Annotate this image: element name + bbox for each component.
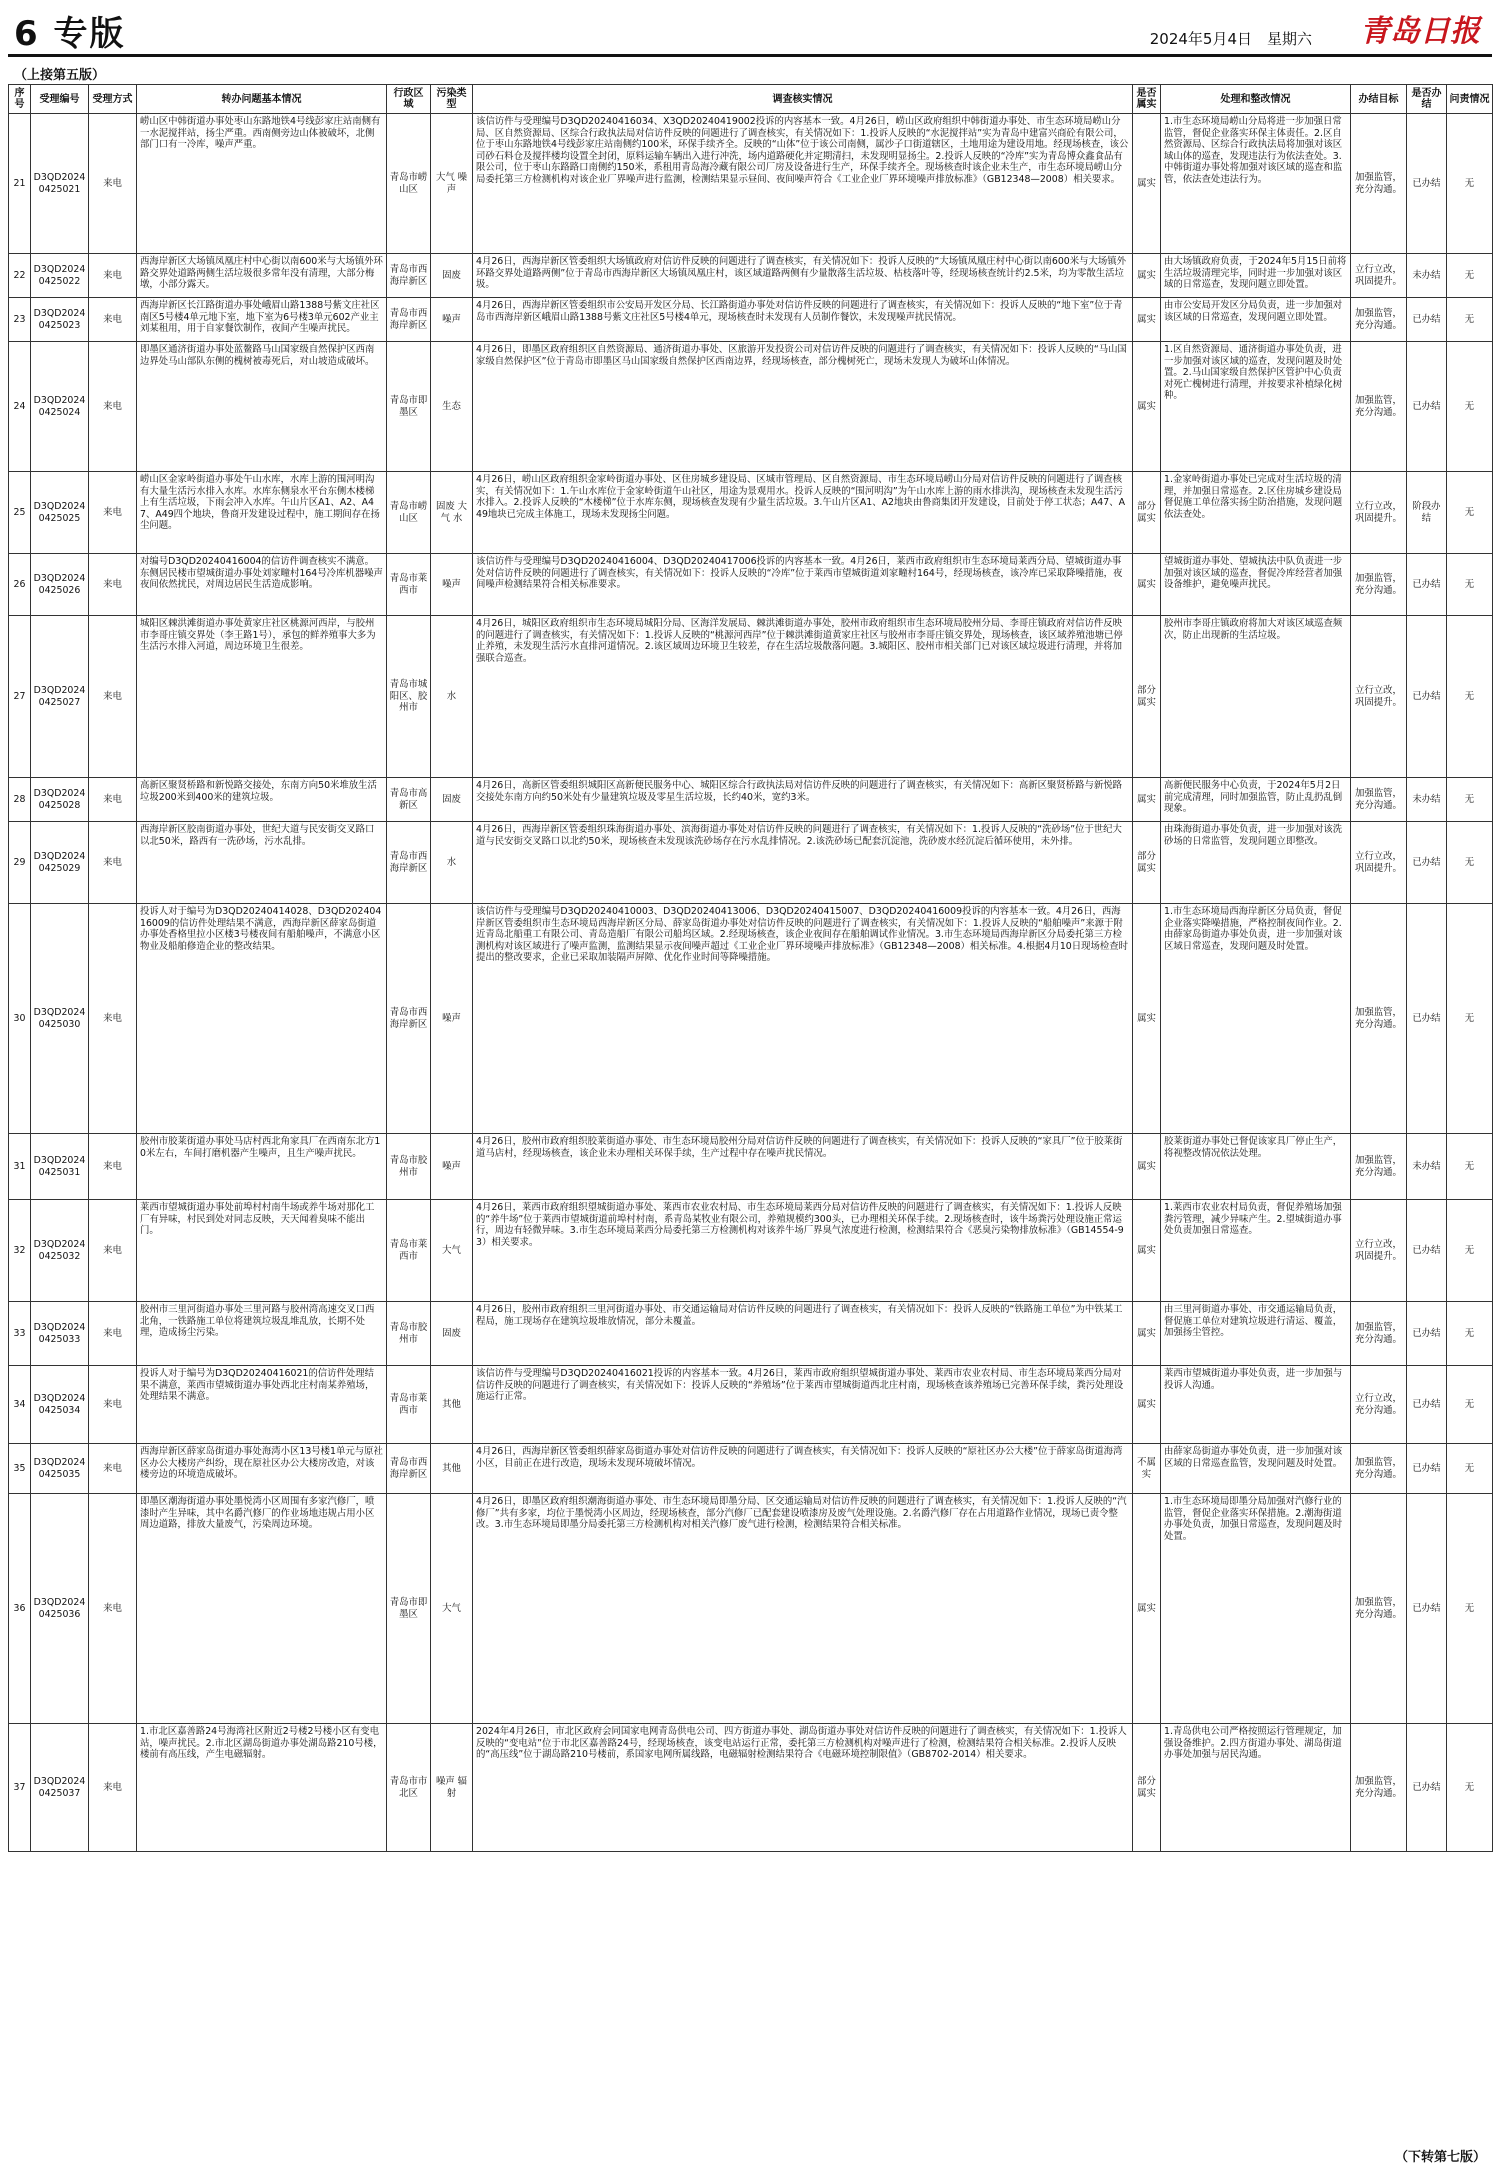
- cell-done: 已办结: [1407, 616, 1447, 778]
- cell-goal: 加强监管，充分沟通。: [1351, 778, 1407, 822]
- cell-done: 已办结: [1407, 1494, 1447, 1724]
- cell-method: 来电: [89, 254, 137, 298]
- cell-done: 已办结: [1407, 1724, 1447, 1852]
- cell-region: 青岛市莱西市: [387, 554, 431, 616]
- cell-true_flag: 部分属实: [1133, 472, 1161, 554]
- complaints-table: [8, 84, 1493, 1852]
- cell-investigation: 4月26日，莱西市政府组织望城街道办事处、莱西市农业农村局、市生态环境局莱西分局对信访件反映的问题进行了调查核实，有关情况如下：1.投诉人反映的“养牛场”位于莱西市望城街道前埠村村南，系青岛某牧业有限公司，养殖规模约300头，已办理相关环保手续。2.现场核查时，该牛场粪污处理设施正常运行，周边有轻微异味。3.市生态环境局莱西分局委托第三方检测机构对该养牛场厂界臭气浓度进行检测，检测结果符合《恶臭污染物排放标准》（GB14554-93）相关要求。: [473, 1200, 1133, 1302]
- cell-no: 22: [9, 254, 31, 298]
- cell-method: 来电: [89, 1366, 137, 1444]
- column-header: 问责情况: [1447, 85, 1493, 114]
- cell-done: 已办结: [1407, 114, 1447, 254]
- cell-true_flag: 属实: [1133, 1366, 1161, 1444]
- cell-goal: 加强监管，充分沟通。: [1351, 1494, 1407, 1724]
- cell-code: D3QD2024 0425035: [31, 1444, 89, 1494]
- cell-true_flag: 属实: [1133, 1494, 1161, 1724]
- cell-region: 青岛市高新区: [387, 778, 431, 822]
- table-header-row: [9, 85, 1493, 114]
- cell-type: 大气 噪声: [431, 114, 473, 254]
- cell-issue: 西海岸新区薛家岛街道办事处海湾小区13号楼1单元与原社区办公大楼房产纠纷，现在原社区办公大楼房改造，对该楼旁边的环境造成破坏。: [137, 1444, 387, 1494]
- cell-goal: 立行立改，巩固提升。: [1351, 472, 1407, 554]
- cell-type: 噪声 辐射: [431, 1724, 473, 1852]
- cell-issue: 投诉人对于编号为D3QD20240416021的信访件处理结果不满意，莱西市望城街道办事处西北庄村南某养殖场，处理结果不满意。: [137, 1366, 387, 1444]
- cell-code: D3QD2024 0425023: [31, 298, 89, 342]
- cell-type: 噪声: [431, 904, 473, 1134]
- cell-true_flag: 属实: [1133, 778, 1161, 822]
- cell-handling: 由市公安局开发区分局负责，进一步加强对该区域的日常巡查，发现问题立即处置。: [1161, 298, 1351, 342]
- cell-investigation: 4月26日，即墨区政府组织潮海街道办事处、市生态环境局即墨分局、区交通运输局对信访件反映的问题进行了调查核实，有关情况如下：1.投诉人反映的“汽修厂”共有多家，均位于墨悦湾小区周边，经现场核查，部分汽修厂已配套建设喷漆房及废气处理设施。2.名爵汽修厂存在占用道路作业情况，现场已责令整改。3.市生态环境局即墨分局委托第三方检测机构对相关汽修厂废气进行检测，检测结果符合相关标准。: [473, 1494, 1133, 1724]
- cell-method: 来电: [89, 298, 137, 342]
- cell-region: 青岛市西海岸新区: [387, 298, 431, 342]
- cell-type: 水: [431, 616, 473, 778]
- cell-done: 已办结: [1407, 554, 1447, 616]
- cell-investigation: 该信访件与受理编号D3QD20240416021投诉的内容基本一致。4月26日，莱西市政府组织望城街道办事处、莱西市农业农村局、市生态环境局莱西分局对信访件反映的问题进行了调查核实，有关情况如下：投诉人反映的“养殖场”位于莱西市望城街道西北庄村南，现场核查该养殖场已完善环保手续，粪污处理设施运行正常。: [473, 1366, 1133, 1444]
- column-header: 序号: [9, 85, 31, 114]
- cell-method: 来电: [89, 1200, 137, 1302]
- cell-type: 大气: [431, 1200, 473, 1302]
- cell-type: 固废: [431, 254, 473, 298]
- cell-handling: 1.莱西市农业农村局负责，督促养殖场加强粪污管理，减少异味产生。2.望城街道办事处负责加强日常巡查。: [1161, 1200, 1351, 1302]
- cell-type: 固废: [431, 1302, 473, 1366]
- cell-handling: 1.市生态环境局即墨分局加强对汽修行业的监管，督促企业落实环保措施。2.潮海街道办事处负责，加强日常巡查，发现问题及时处置。: [1161, 1494, 1351, 1724]
- cell-true_flag: 属实: [1133, 1302, 1161, 1366]
- cell-done: 已办结: [1407, 904, 1447, 1134]
- cell-true_flag: 属实: [1133, 254, 1161, 298]
- cell-investigation: 4月26日，胶州市政府组织胶莱街道办事处、市生态环境局胶州分局对信访件反映的问题进行了调查核实，有关情况如下：投诉人反映的“家具厂”位于胶莱街道马店村，经现场核查，该企业未办理相关环保手续，生产过程中存在噪声扰民情况。: [473, 1134, 1133, 1200]
- cell-goal: 立行立改，充分沟通。: [1351, 1366, 1407, 1444]
- cell-handling: 高新便民服务中心负责，于2024年5月2日前完成清理，同时加强监管，防止乱扔乱倒现象。: [1161, 778, 1351, 822]
- column-header: 污染类型: [431, 85, 473, 114]
- cell-investigation: 4月26日，胶州市政府组织三里河街道办事处、市交通运输局对信访件反映的问题进行了调查核实，有关情况如下：投诉人反映的“铁路施工单位”为中铁某工程局，施工现场存在建筑垃圾堆放情况，部分未覆盖。: [473, 1302, 1133, 1366]
- cell-handling: 1.市生态环境局西海岸新区分局负责，督促企业落实降噪措施，严格控制夜间作业。2.由薛家岛街道办事处负责，进一步加强对该区域日常巡查，发现问题及时处置。: [1161, 904, 1351, 1134]
- cell-code: D3QD2024 0425025: [31, 472, 89, 554]
- cell-done: 已办结: [1407, 822, 1447, 904]
- cell-type: 固废 大气 水: [431, 472, 473, 554]
- cell-issue: 西海岸新区大场镇凤凰庄村中心街以南600米与大场镇外环路交界处道路两侧生活垃圾很多常年没有清理，大部分梅墩，小部分露天。: [137, 254, 387, 298]
- cell-issue: 城阳区棘洪滩街道办事处黄家庄社区桃源河西岸，与胶州市李哥庄镇交界处（李王路1号），承包的鲜养殖事大多为生活污水排入河道，周边环境卫生很差。: [137, 616, 387, 778]
- cell-no: 24: [9, 342, 31, 472]
- cell-region: 青岛市胶州市: [387, 1134, 431, 1200]
- masthead: [8, 6, 1492, 52]
- column-header: 处理和整改情况: [1161, 85, 1351, 114]
- cell-code: D3QD2024 0425034: [31, 1366, 89, 1444]
- cell-handling: 由大场镇政府负责，于2024年5月15日前将生活垃圾清理完毕，同时进一步加强对该区域的日常巡查，发现问题立即处置。: [1161, 254, 1351, 298]
- cell-investigation: 4月26日，西海岸新区管委组织大场镇政府对信访件反映的问题进行了调查核实，有关情况如下：投诉人反映的“大场镇凤凰庄村中心街以南600米与大场镇外环路交界处道路两侧”位于青岛市西海岸新区大场镇凤凰庄村，该区域道路两侧有少量散落生活垃圾、枯枝落叶等，经现场核查统计约2.5米，均为零散生活垃圾。: [473, 254, 1133, 298]
- cell-no: 29: [9, 822, 31, 904]
- cell-no: 26: [9, 554, 31, 616]
- cell-goal: 立行立改，巩固提升。: [1351, 1200, 1407, 1302]
- table-row: [9, 1200, 1493, 1302]
- cell-region: 青岛市崂山区: [387, 114, 431, 254]
- cell-code: D3QD2024 0425024: [31, 342, 89, 472]
- cell-investigation: 4月26日，高新区管委组织城阳区高新便民服务中心、城阳区综合行政执法局对信访件反映的问题进行了调查核实，有关情况如下：高新区聚贤桥路与新悦路交接处东南方向约50米处有少量建筑垃圾及零星生活垃圾，长约40米，宽约3米。: [473, 778, 1133, 822]
- cell-code: D3QD2024 0425021: [31, 114, 89, 254]
- cell-no: 27: [9, 616, 31, 778]
- cell-region: 青岛市城阳区、胶州市: [387, 616, 431, 778]
- cell-type: 噪声: [431, 554, 473, 616]
- cell-accountability: 无: [1447, 298, 1493, 342]
- cell-method: 来电: [89, 1302, 137, 1366]
- cell-goal: 加强监管，充分沟通。: [1351, 1302, 1407, 1366]
- cell-type: 水: [431, 822, 473, 904]
- cell-region: 青岛市莱西市: [387, 1366, 431, 1444]
- cell-handling: 1.青岛供电公司严格按照运行管理规定，加强设备维护。2.四方街道办事处、湖岛街道办事处加强与居民沟通。: [1161, 1724, 1351, 1852]
- cell-true_flag: 属实: [1133, 298, 1161, 342]
- cell-accountability: 无: [1447, 1444, 1493, 1494]
- cell-issue: 西海岸新区长江路街道办事处峨眉山路1388号紫文庄社区南区5号楼4单元地下室，地下室为6号楼3单元602产业主刘某租用，用于自家餐饮制作，夜间产生噪声扰民。: [137, 298, 387, 342]
- column-header: 转办问题基本情况: [137, 85, 387, 114]
- table-row: [9, 1134, 1493, 1200]
- cell-handling: 莱西市望城街道办事处负责，进一步加强与投诉人沟通。: [1161, 1366, 1351, 1444]
- cell-handling: 胶莱街道办事处已督促该家具厂停止生产，将视整改情况依法处理。: [1161, 1134, 1351, 1200]
- cell-code: D3QD2024 0425028: [31, 778, 89, 822]
- cell-code: D3QD2024 0425022: [31, 254, 89, 298]
- cell-region: 青岛市西海岸新区: [387, 822, 431, 904]
- cell-accountability: 无: [1447, 1134, 1493, 1200]
- cell-accountability: 无: [1447, 822, 1493, 904]
- cell-no: 33: [9, 1302, 31, 1366]
- cell-no: 36: [9, 1494, 31, 1724]
- cell-no: 31: [9, 1134, 31, 1200]
- table-row: [9, 822, 1493, 904]
- cell-region: 青岛市崂山区: [387, 472, 431, 554]
- cell-accountability: 无: [1447, 114, 1493, 254]
- cell-method: 来电: [89, 342, 137, 472]
- column-header: 是否办结: [1407, 85, 1447, 114]
- cell-accountability: 无: [1447, 342, 1493, 472]
- cell-accountability: 无: [1447, 1494, 1493, 1724]
- cell-accountability: 无: [1447, 472, 1493, 554]
- cell-no: 21: [9, 114, 31, 254]
- cell-issue: 对编号D3QD20240416004的信访件调查核实不满意。东侧居民楼市望城街道办事处刘家疃村164号冷库机器噪声夜间依然扰民，对周边居民生活造成影响。: [137, 554, 387, 616]
- cell-method: 来电: [89, 1494, 137, 1724]
- cell-type: 其他: [431, 1444, 473, 1494]
- cell-done: 未办结: [1407, 1134, 1447, 1200]
- continued-to-label: （下转第七版）: [1394, 2150, 1486, 2165]
- cell-goal: 加强监管，充分沟通。: [1351, 904, 1407, 1134]
- cell-goal: 加强监管，充分沟通。: [1351, 342, 1407, 472]
- cell-no: 30: [9, 904, 31, 1134]
- cell-issue: 西海岸新区胶南街道办事处，世纪大道与民安街交叉路口以北50米，路西有一洗砂场，污水乱排。: [137, 822, 387, 904]
- cell-handling: 胶州市李哥庄镇政府将加大对该区域巡查频次，防止出现新的生活垃圾。: [1161, 616, 1351, 778]
- cell-handling: 1.区自然资源局、通济街道办事处负责，进一步加强对该区域的巡查，发现问题及时处置。2.马山国家级自然保护区管护中心负责对死亡槐树进行清理，并按要求补植绿化树种。: [1161, 342, 1351, 472]
- cell-goal: 加强监管，充分沟通。: [1351, 554, 1407, 616]
- cell-region: 青岛市西海岸新区: [387, 1444, 431, 1494]
- table-row: [9, 342, 1493, 472]
- table-row: [9, 114, 1493, 254]
- table-row: [9, 904, 1493, 1134]
- cell-investigation: 4月26日，西海岸新区管委组织薛家岛街道办事处对信访件反映的问题进行了调查核实，有关情况如下：投诉人反映的“原社区办公大楼”位于薛家岛街道海湾小区，目前正在进行改造，现场未发现环境破坏情况。: [473, 1444, 1133, 1494]
- cell-goal: 立行立改，巩固提升。: [1351, 254, 1407, 298]
- cell-method: 来电: [89, 616, 137, 778]
- cell-true_flag: 部分属实: [1133, 822, 1161, 904]
- cell-no: 25: [9, 472, 31, 554]
- cell-code: D3QD2024 0425037: [31, 1724, 89, 1852]
- column-header: 调查核实情况: [473, 85, 1133, 114]
- cell-issue: 高新区聚贤桥路和新悦路交接处，东南方向50米堆放生活垃圾200米到400米的建筑垃圾。: [137, 778, 387, 822]
- cell-goal: 加强监管，充分沟通。: [1351, 114, 1407, 254]
- table-row: [9, 298, 1493, 342]
- table-row: [9, 254, 1493, 298]
- column-header: 行政区域: [387, 85, 431, 114]
- cell-region: 青岛市即墨区: [387, 1494, 431, 1724]
- cell-issue: 崂山区金家岭街道办事处午山水库，水库上游的围河明沟有大量生活污水排入水库。水库东侧泉水平台东侧木楼梯上有生活垃圾，下雨会冲入水库。午山片区A1、A2、A47、A49四个地块，鲁商开发建设过程中，施工期间存在扬尘问题。: [137, 472, 387, 554]
- cell-investigation: 该信访件与受理编号D3QD20240416034、X3QD20240419002投诉的内容基本一致。4月26日，崂山区政府组织中韩街道办事处、市生态环境局崂山分局、区自然资源局、区综合行政执法局对信访件反映的问题进行了调查核实，有关情况如下：1.投诉人反映的“水泥搅拌站”实为青岛中建富兴商砼有限公司，位于枣山东路地铁4号线彭家庄站南侧约100米，环保手续齐全。反映的“山体”位于该公司南侧，属沙子口街道辖区，土地用途为建设用地。经现场核查，该公司砂石料仓及搅拌楼均设置全封闭，原料运输车辆出入进行冲洗，场内道路硬化并定期清扫，未发现明显扬尘。2.投诉人反映的“冷库”实为青岛博众鑫食品有限公司，位于枣山东路路口南侧约150米，系租用青岛海冷藏有限公司厂房及设备进行生产，环保手续齐全。现场核查时该企业未生产，市生态环境局崂山分局委托第三方检测机构对该企业厂界噪声进行监测，检测结果显示昼间、夜间噪声符合《工业企业厂界环境噪声排放标准》（GB12348—2008）相关要求。: [473, 114, 1133, 254]
- cell-investigation: 4月26日，西海岸新区管委组织珠海街道办事处、滨海街道办事处对信访件反映的问题进行了调查核实，有关情况如下：1.投诉人反映的“洗砂场”位于世纪大道与民安街交叉路口以北约50米，现场核查未发现该洗砂场存在污水乱排情况。2.该洗砂场已配套沉淀池，洗砂废水经沉淀后循环使用，未外排。: [473, 822, 1133, 904]
- cell-no: 28: [9, 778, 31, 822]
- header-rule: [8, 54, 1492, 57]
- cell-no: 35: [9, 1444, 31, 1494]
- cell-true_flag: 不属实: [1133, 1444, 1161, 1494]
- cell-method: 来电: [89, 1724, 137, 1852]
- cell-method: 来电: [89, 1134, 137, 1200]
- cell-no: 32: [9, 1200, 31, 1302]
- cell-done: 已办结: [1407, 342, 1447, 472]
- cell-investigation: 4月26日，即墨区政府组织区自然资源局、通济街道办事处、区旅游开发投资公司对信访件反映的问题进行了调查核实，有关情况如下：投诉人反映的“马山国家级自然保护区”位于青岛市即墨区马山国家级自然保护区西南边界，经现场核查，部分槐树死亡，现场未发现人为破坏山体情况。: [473, 342, 1133, 472]
- cell-done: 已办结: [1407, 1366, 1447, 1444]
- cell-method: 来电: [89, 778, 137, 822]
- cell-handling: 望城街道办事处、望城执法中队负责进一步加强对该区域的巡查，督促冷库经营者加强设备维护，避免噪声扰民。: [1161, 554, 1351, 616]
- cell-true_flag: 属实: [1133, 342, 1161, 472]
- cell-accountability: 无: [1447, 554, 1493, 616]
- cell-goal: 加强监管，充分沟通。: [1351, 1724, 1407, 1852]
- cell-issue: 莱西市望城街道办事处前埠村村南牛场或养牛场对那化工厂有异味，村民到处对同志反映，天天闻着臭味不能出门。: [137, 1200, 387, 1302]
- cell-method: 来电: [89, 1444, 137, 1494]
- table-row: [9, 778, 1493, 822]
- cell-issue: 崂山区中韩街道办事处枣山东路地铁4号线彭家庄站南侧有一水泥搅拌站，扬尘严重。西南侧旁边山体被破坏，北侧部门口有一冷库，噪声严重。: [137, 114, 387, 254]
- table-body: [9, 114, 1493, 1852]
- table-row: [9, 472, 1493, 554]
- cell-no: 34: [9, 1366, 31, 1444]
- cell-issue: 1.市北区嘉善路24号海湾社区附近2号楼2号楼小区有变电站，噪声扰民。2.市北区湖岛街道办事处湖岛路210号楼，楼前有高压线，产生电磁辐射。: [137, 1724, 387, 1852]
- table-row: [9, 554, 1493, 616]
- cell-goal: 立行立改，巩固提升。: [1351, 616, 1407, 778]
- cell-investigation: 该信访件与受理编号D3QD20240410003、D3QD20240413006、D3QD20240415007、D3QD20240416009投诉的内容基本一致。4月26日，西海岸新区管委组织市生态环境局西海岸新区分局、薛家岛街道办事处对信访件反映的问题进行了调查核实，有关情况如下：1.投诉人反映的“船舶噪声”来源于附近青岛北船重工有限公司、青岛造船厂有限公司船坞区域。2.经现场核查，该企业夜间存在船舶调试作业情况。3.市生态环境局西海岸新区分局委托第三方检测机构对该区域进行了噪声监测，监测结果显示夜间噪声超过《工业企业厂界环境噪声排放标准》（GB12348—2008）相关标准。4.根据4月10日现场检查时提出的整改要求，企业已采取加装隔声屏障、优化作业时间等降噪措施。: [473, 904, 1133, 1134]
- cell-region: 青岛市胶州市: [387, 1302, 431, 1366]
- cell-region: 青岛市西海岸新区: [387, 904, 431, 1134]
- cell-code: D3QD2024 0425032: [31, 1200, 89, 1302]
- cell-accountability: 无: [1447, 1724, 1493, 1852]
- table-row: [9, 616, 1493, 778]
- table-row: [9, 1302, 1493, 1366]
- cell-type: 噪声: [431, 298, 473, 342]
- cell-done: 未办结: [1407, 254, 1447, 298]
- cell-goal: 加强监管，充分沟通。: [1351, 1134, 1407, 1200]
- cell-code: D3QD2024 0425031: [31, 1134, 89, 1200]
- cell-investigation: 4月26日，城阳区政府组织市生态环境局城阳分局、区海洋发展局、棘洪滩街道办事处，胶州市政府组织市生态环境局胶州分局、李哥庄镇政府对信访件反映的问题进行了调查核实，有关情况如下：1.投诉人反映的“桃源河西岸”位于棘洪滩街道黄家庄社区与胶州市李哥庄镇交界处，现场核查，该区域养殖池塘已停止养殖，未发现生活污水直排河道情况。2.该区域周边环境卫生较差，存在生活垃圾散落问题。3.城阳区、胶州市相关部门已对该区域垃圾进行清理，并将加强联合巡查。: [473, 616, 1133, 778]
- cell-type: 生态: [431, 342, 473, 472]
- cell-code: D3QD2024 0425026: [31, 554, 89, 616]
- cell-type: 大气: [431, 1494, 473, 1724]
- cell-true_flag: 属实: [1133, 554, 1161, 616]
- cell-handling: 由珠海街道办事处负责，进一步加强对该洗砂场的日常监管，发现问题立即整改。: [1161, 822, 1351, 904]
- cell-handling: 1.市生态环境局崂山分局将进一步加强日常监管，督促企业落实环保主体责任。2.区自然资源局、区综合行政执法局将加强对该区域山体的巡查，发现违法行为依法查处。3.中韩街道办事处将加强对该区域的巡查和监管，依法查处违法行为。: [1161, 114, 1351, 254]
- cell-investigation: 4月26日，崂山区政府组织金家岭街道办事处、区住房城乡建设局、区城市管理局、区自然资源局、市生态环境局崂山分局对信访件反映的问题进行了调查核实，有关情况如下：1.午山水库位于金家岭街道午山社区，用途为景观用水。投诉人反映的“围河明沟”为午山水库上游的雨水排洪沟，现场核查未发现生活污水排入。2.投诉人反映的“木楼梯”位于水库东侧，现场核查发现有少量生活垃圾。3.午山片区A1、A2地块由鲁商集团开发建设，目前处于停工状态；A47、A49地块已完成主体施工，现场未发现扬尘问题。: [473, 472, 1133, 554]
- cell-true_flag: 属实: [1133, 1134, 1161, 1200]
- cell-accountability: 无: [1447, 1366, 1493, 1444]
- cell-accountability: 无: [1447, 1200, 1493, 1302]
- table-row: [9, 1494, 1493, 1724]
- cell-code: D3QD2024 0425027: [31, 616, 89, 778]
- cell-issue: 胶州市三里河街道办事处三里河路与胶州湾高速交叉口西北角，一铁路施工单位将建筑垃圾乱堆乱放，长期不处理，造成扬尘污染。: [137, 1302, 387, 1366]
- table-row: [9, 1366, 1493, 1444]
- table-row: [9, 1724, 1493, 1852]
- issue-date: 2024年5月4日 星期六: [1149, 30, 1312, 48]
- cell-method: 来电: [89, 822, 137, 904]
- cell-code: D3QD2024 0425033: [31, 1302, 89, 1366]
- cell-issue: 胶州市胶莱街道办事处马店村西北角家具厂在西南东北方10米左右，车间打磨机器产生噪声，且生产噪声扰民。: [137, 1134, 387, 1200]
- continued-from-label: （上接第五版）: [14, 68, 106, 83]
- cell-region: 青岛市市北区: [387, 1724, 431, 1852]
- cell-region: 青岛市莱西市: [387, 1200, 431, 1302]
- cell-handling: 由薛家岛街道办事处负责，进一步加强对该区域的日常巡查监管，发现问题及时处置。: [1161, 1444, 1351, 1494]
- cell-handling: 由三里河街道办事处、市交通运输局负责，督促施工单位对建筑垃圾进行清运、覆盖，加强扬尘管控。: [1161, 1302, 1351, 1366]
- cell-done: 已办结: [1407, 298, 1447, 342]
- page-title: 6 专版: [14, 14, 126, 54]
- cell-issue: 即墨区通济街道办事处蓝鳌路马山国家级自然保护区西南边界处马山部队东侧的槐树被毒死后，对山坡造成破坏。: [137, 342, 387, 472]
- cell-issue: 投诉人对于编号为D3QD20240414028、D3QD20240416009的信访件处理结果不满意，西海岸新区薛家岛街道办事处香格里拉小区楼3号楼夜间有船舶噪声，不满意小区物业及船舶修造企业的整改结果。: [137, 904, 387, 1134]
- cell-no: 37: [9, 1724, 31, 1852]
- cell-code: D3QD2024 0425036: [31, 1494, 89, 1724]
- cell-goal: 加强监管，充分沟通。: [1351, 1444, 1407, 1494]
- cell-investigation: 2024年4月26日，市北区政府会同国家电网青岛供电公司、四方街道办事处、湖岛街道办事处对信访件反映的问题进行了调查核实，有关情况如下：1.投诉人反映的“变电站”位于市北区嘉善路24号，经现场核查，该变电站运行正常，委托第三方检测机构对噪声进行了检测，检测结果符合相关标准。2.投诉人反映的“高压线”位于湖岛路210号楼前，系国家电网所属线路，电磁辐射检测结果符合《电磁环境控制限值》（GB8702-2014）相关要求。: [473, 1724, 1133, 1852]
- cell-handling: 1.金家岭街道办事处已完成对生活垃圾的清理，并加强日常巡查。2.区住房城乡建设局督促施工单位落实扬尘防治措施，发现问题依法查处。: [1161, 472, 1351, 554]
- cell-method: 来电: [89, 554, 137, 616]
- cell-goal: 加强监管，充分沟通。: [1351, 298, 1407, 342]
- cell-type: 固废: [431, 778, 473, 822]
- cell-done: 已办结: [1407, 1302, 1447, 1366]
- cell-done: 未办结: [1407, 778, 1447, 822]
- cell-accountability: 无: [1447, 254, 1493, 298]
- cell-true_flag: 部分属实: [1133, 616, 1161, 778]
- cell-true_flag: 部分属实: [1133, 1724, 1161, 1852]
- column-header: 办结目标: [1351, 85, 1407, 114]
- cell-accountability: 无: [1447, 778, 1493, 822]
- cell-code: D3QD2024 0425030: [31, 904, 89, 1134]
- cell-true_flag: 属实: [1133, 1200, 1161, 1302]
- cell-method: 来电: [89, 904, 137, 1134]
- cell-investigation: 4月26日，西海岸新区管委组织市公安局开发区分局、长江路街道办事处对信访件反映的问题进行了调查核实，有关情况如下：投诉人反映的“地下室”位于青岛市西海岸新区峨眉山路1388号紫文庄社区5号楼4单元，现场核查时未发现有人员制作餐饮，未发现噪声扰民情况。: [473, 298, 1133, 342]
- newspaper-logo: 青岛日报: [1360, 14, 1480, 49]
- cell-investigation: 该信访件与受理编号D3QD20240416004、D3QD20240417006投诉的内容基本一致。4月26日，莱西市政府组织市生态环境局莱西分局、望城街道办事处对信访件反映的问题进行了调查核实，有关情况如下：投诉人反映的“冷库”位于莱西市望城街道刘家疃村164号，经现场核查，该冷库已采取降噪措施，夜间噪声检测结果符合相关标准要求。: [473, 554, 1133, 616]
- cell-type: 噪声: [431, 1134, 473, 1200]
- column-header: 受理方式: [89, 85, 137, 114]
- cell-accountability: 无: [1447, 904, 1493, 1134]
- cell-region: 青岛市即墨区: [387, 342, 431, 472]
- table-row: [9, 1444, 1493, 1494]
- cell-type: 其他: [431, 1366, 473, 1444]
- cell-done: 阶段办结: [1407, 472, 1447, 554]
- cell-method: 来电: [89, 114, 137, 254]
- cell-code: D3QD2024 0425029: [31, 822, 89, 904]
- cell-goal: 立行立改，巩固提升。: [1351, 822, 1407, 904]
- column-header: 受理编号: [31, 85, 89, 114]
- cell-true_flag: 属实: [1133, 114, 1161, 254]
- cell-accountability: 无: [1447, 616, 1493, 778]
- cell-done: 已办结: [1407, 1444, 1447, 1494]
- cell-region: 青岛市西海岸新区: [387, 254, 431, 298]
- cell-done: 已办结: [1407, 1200, 1447, 1302]
- column-header: 是否属实: [1133, 85, 1161, 114]
- cell-accountability: 无: [1447, 1302, 1493, 1366]
- cell-method: 来电: [89, 472, 137, 554]
- cell-no: 23: [9, 298, 31, 342]
- cell-issue: 即墨区潮海街道办事处墨悦湾小区周围有多家汽修厂，喷漆时产生异味，其中名爵汽修厂的作业场地违规占用小区周边道路，排放大量废气，污染周边环境。: [137, 1494, 387, 1724]
- cell-true_flag: 属实: [1133, 904, 1161, 1134]
